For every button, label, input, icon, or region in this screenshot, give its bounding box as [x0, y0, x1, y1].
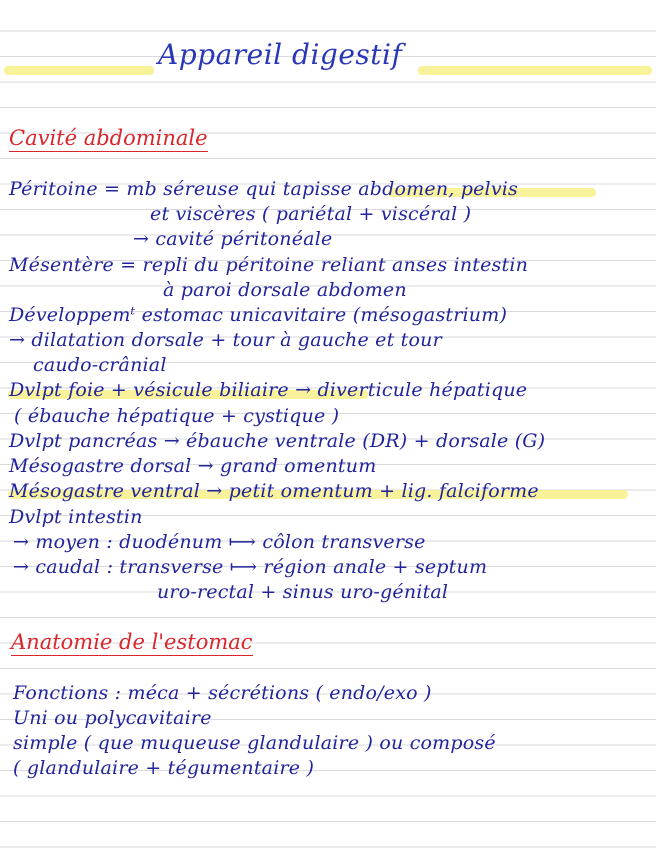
note-line: et viscères ( pariétal + viscéral ) [150, 203, 472, 225]
note-line: Dvlpt foie + vésicule biliaire → diverticule hépatique [9, 379, 528, 401]
note-line: à paroi dorsale abdomen [163, 279, 407, 301]
note-line: ( ébauche hépatique + cystique ) [14, 405, 340, 427]
note-line: ( glandulaire + tégumentaire ) [13, 757, 315, 779]
title-highlight-right [418, 66, 652, 75]
section-heading-anatomie-estomac [11, 630, 253, 654]
note-line: Dvlpt intestin [9, 506, 143, 528]
note-line: Mésogastre ventral → petit omentum + lig. falciforme [9, 480, 539, 502]
note-line: → dilatation dorsale + tour à gauche et tour [9, 329, 442, 351]
note-line: Fonctions : méca + sécrétions ( endo/exo ) [13, 682, 432, 704]
page-title: Appareil digestif [158, 38, 403, 71]
section-heading-cavite-abdominale [9, 126, 208, 150]
title-highlight-left [4, 66, 154, 75]
note-line: Développemᵗ estomac unicavitaire (mésogastrium) [9, 304, 508, 326]
note-line: caudo-crânial [33, 354, 167, 376]
section-heading-text: Anatomie de l'estomac [11, 630, 253, 654]
note-line: Mésogastre dorsal → grand omentum [9, 455, 377, 477]
note-line: Uni ou polycavitaire [13, 707, 212, 729]
note-line: → cavité péritonéale [133, 228, 333, 250]
note-line: → moyen : duodénum ⟼ côlon transverse [13, 531, 426, 553]
note-line: Mésentère = repli du péritoine reliant anses intestin [9, 254, 529, 276]
heading-underline [9, 151, 208, 153]
section-heading-text: Cavité abdominale [9, 126, 208, 150]
note-line: Dvlpt pancréas → ébauche ventrale (DR) + dorsale (G) [9, 430, 546, 452]
heading-underline [11, 655, 253, 657]
note-line: Péritoine = mb séreuse qui tapisse abdomen, pelvis [9, 178, 518, 200]
note-line: uro-rectal + sinus uro-génital [157, 581, 449, 603]
note-line: simple ( que muqueuse glandulaire ) ou composé [13, 732, 496, 754]
note-line: → caudal : transverse ⟼ région anale + septum [13, 556, 488, 578]
